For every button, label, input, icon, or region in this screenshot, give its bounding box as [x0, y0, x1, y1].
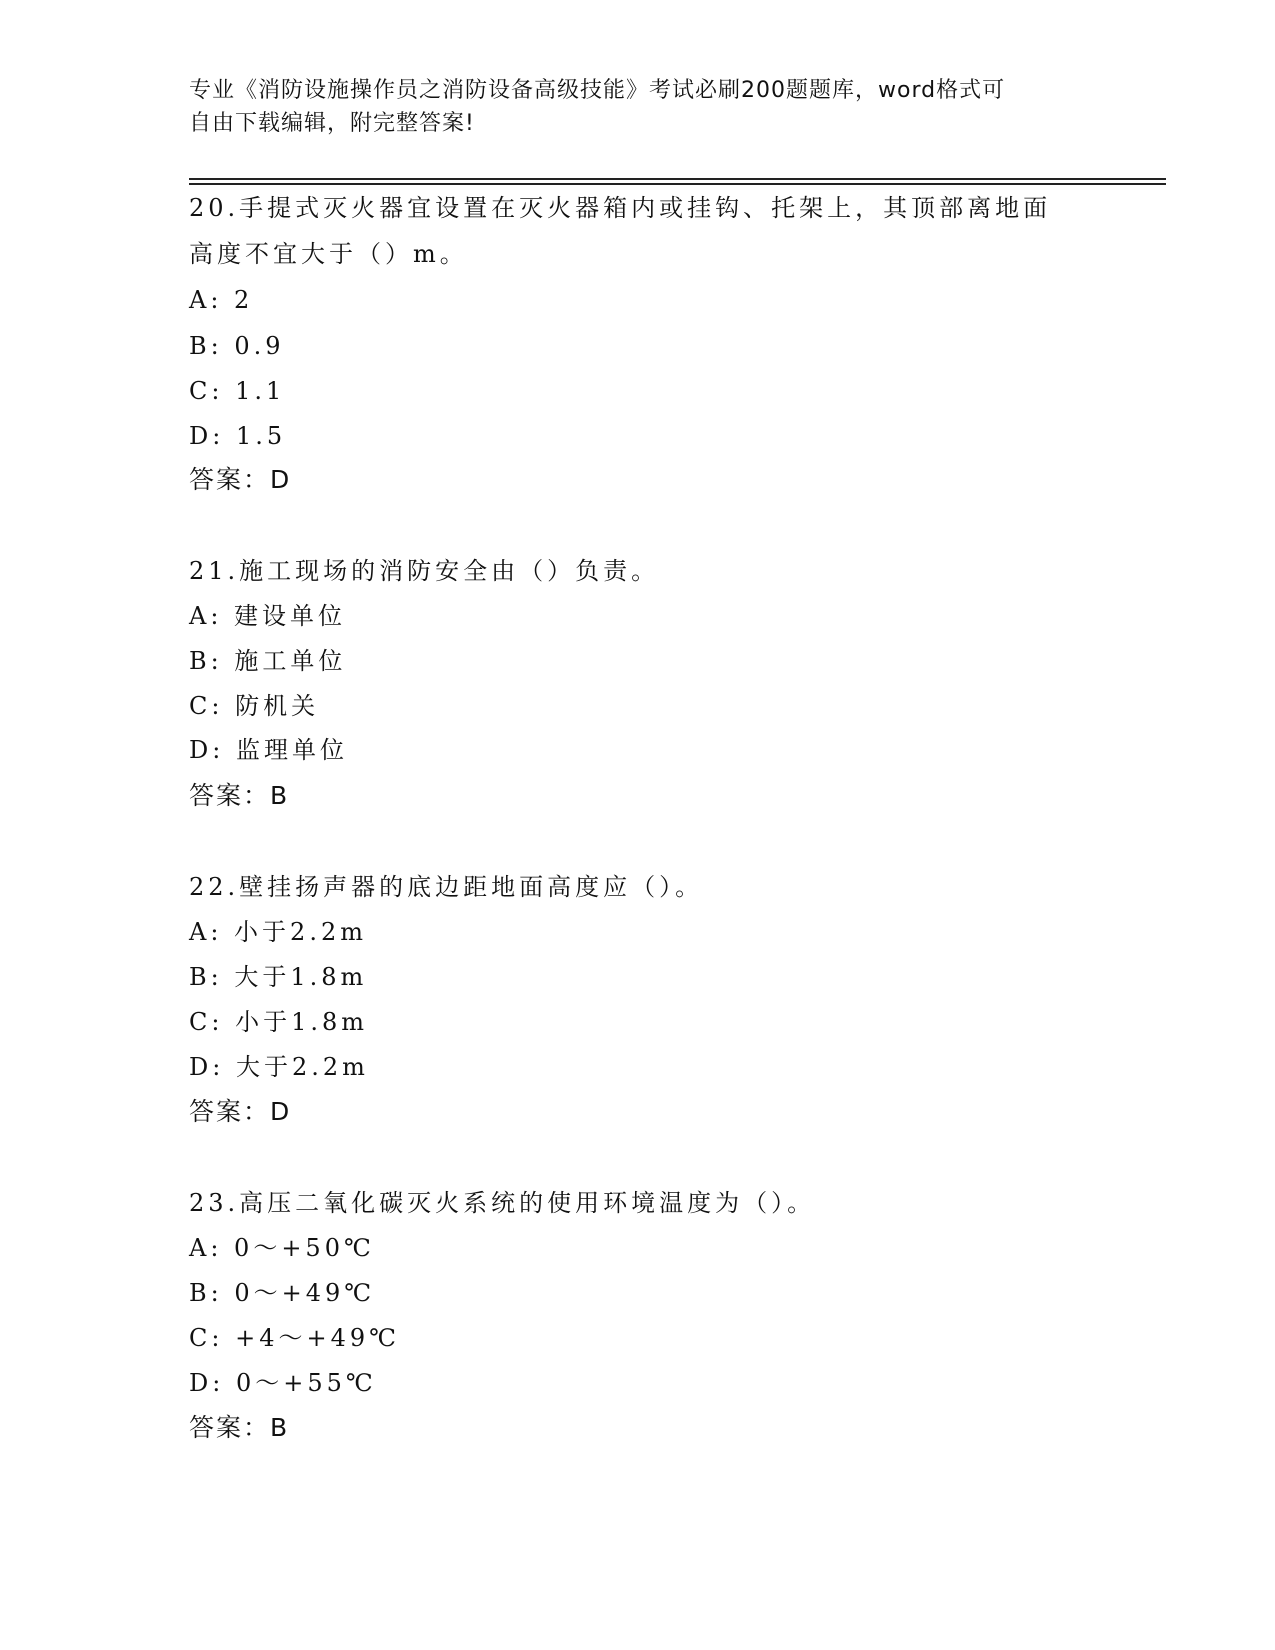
option-d: D: 监理单位 — [189, 736, 348, 764]
question-stem-line-1: 23.高压二氧化碳灭火系统的使用环境温度为（）。 — [189, 1189, 816, 1217]
option-b: B: 大于1.8m — [189, 963, 368, 991]
option-c: C: 1.1 — [189, 377, 286, 405]
option-b: B: 0～+49℃ — [189, 1279, 376, 1307]
document-header — [189, 74, 1089, 140]
option-b: B: 0.9 — [189, 332, 285, 360]
option-a: A: 2 — [189, 286, 254, 314]
header-line-2: 自由下载编辑，附完整答案! — [189, 111, 475, 136]
header-line-1: 专业《消防设施操作员之消防设备高级技能》考试必刷200题题库，word格式可 — [189, 78, 1006, 103]
option-d: D: 0～+55℃ — [189, 1369, 377, 1397]
option-a: A: 0～+50℃ — [189, 1234, 375, 1262]
answer-label: 答案：B — [189, 1413, 290, 1442]
option-d: D: 大于2.2m — [189, 1053, 369, 1081]
question-stem-line-1: 20.手提式灭火器宜设置在灭火器箱内或挂钩、托架上，其顶部离地面 — [189, 194, 1052, 222]
question-stem-line-1: 22.壁挂扬声器的底边距地面高度应（）。 — [189, 873, 704, 901]
answer-label: 答案：D — [189, 1097, 292, 1126]
option-b: B: 施工单位 — [189, 647, 347, 675]
header-divider-top — [189, 178, 1166, 180]
option-a: A: 小于2.2m — [189, 918, 367, 946]
option-c: C: 小于1.8m — [189, 1008, 369, 1036]
option-c: C: +4～+49℃ — [189, 1324, 400, 1352]
answer-label: 答案：D — [189, 465, 292, 494]
question-stem-line-2: 高度不宜大于（）m。 — [189, 240, 468, 268]
option-a: A: 建设单位 — [189, 602, 347, 630]
answer-label: 答案：B — [189, 781, 290, 810]
question-stem-line-1: 21.施工现场的消防安全由（）负责。 — [189, 557, 660, 585]
option-d: D: 1.5 — [189, 422, 287, 450]
header-divider-bottom — [189, 183, 1166, 185]
option-c: C: 防机关 — [189, 692, 320, 720]
